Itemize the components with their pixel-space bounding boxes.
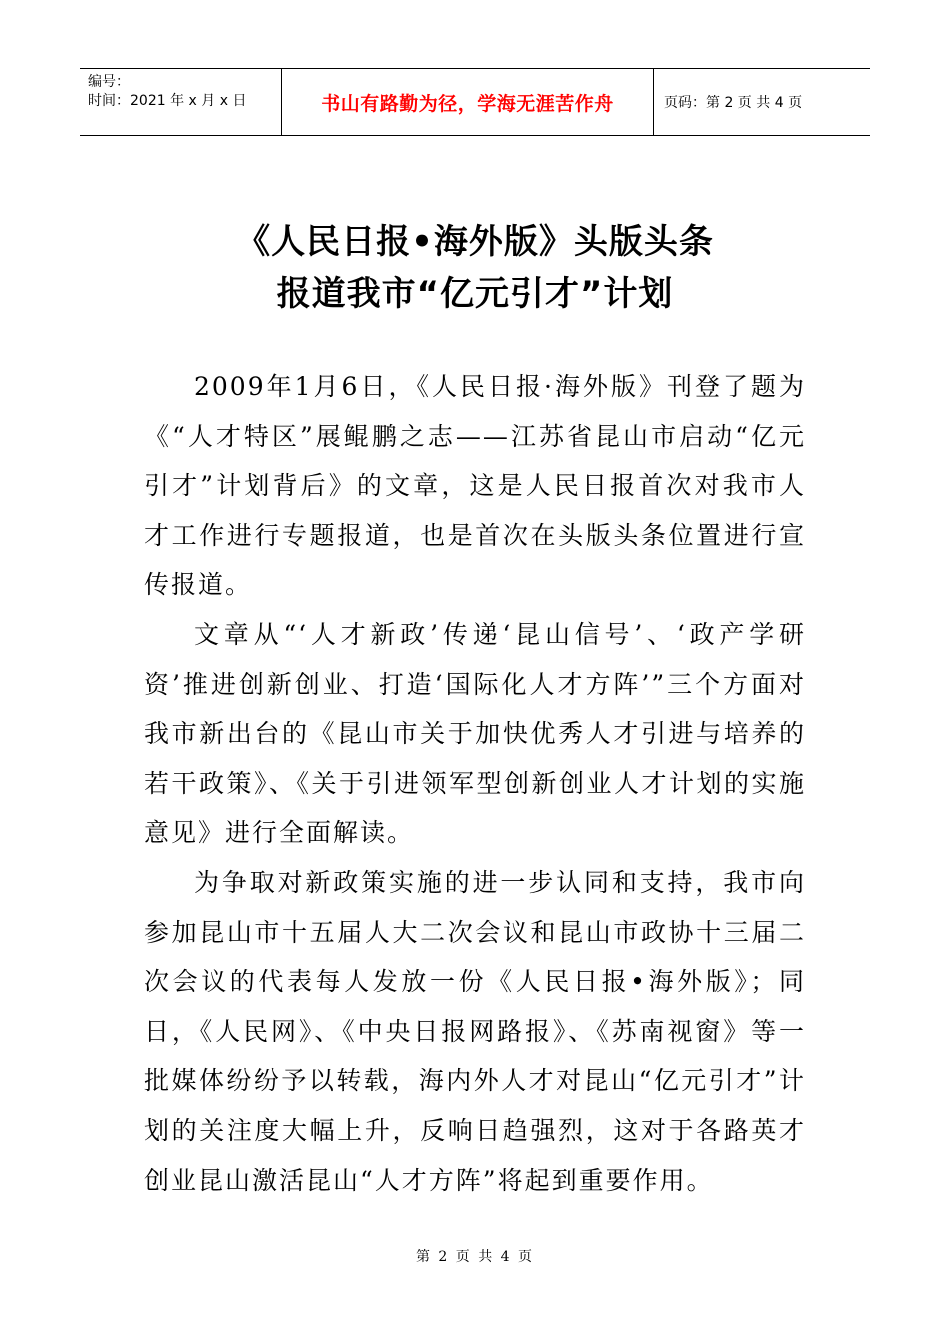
document-title-line-2: 报道我市“亿元引才”计划 [276, 274, 674, 314]
document-header [80, 68, 870, 136]
document-body [144, 362, 806, 1205]
header-motto: 书山有路勤为径，学海无涯苦作舟 [282, 69, 654, 135]
header-time-label: 时间：2021 年 x 月 x 日 [88, 93, 247, 109]
document-title-line-1: 《人民日报•海外版》头版头条 [236, 222, 714, 262]
header-page-info: 页码：第 2 页 共 4 页 [664, 95, 803, 111]
body-paragraph-2: 文章从“‘人才新政’传递‘昆山信号’、‘政产学研资’推进创新创业、打造‘国际化人才方阵’”三个方面对我市新出台的《昆山市关于加快优秀人才引进与培养的若干政策》、《关于引进领军型创新创业人才计划的实施意见》进行全面解读。 [144, 619, 806, 848]
header-number-label: 编号： [88, 74, 130, 90]
body-paragraph-1: 2009年1月6日，《人民日报·海外版》刊登了题为《“人才特区”展鲲鹏之志——江苏省昆山市启动“亿元引才”计划背后》的文章，这是人民日报首次对我市人才工作进行专题报道，也是首次在头版头条位置进行宣传报道。 [144, 372, 806, 600]
page-footer: 第 2 页 共 4 页 [415, 1249, 535, 1265]
body-paragraph-3: 为争取对新政策实施的进一步认同和支持，我市向参加昆山市十五届人大二次会议和昆山市政协十三届二次会议的代表每人发放一份《人民日报•海外版》；同日，《人民网》、《中央日报网路报》、《苏南视窗》等一批媒体纷纷予以转载，海内外人才对昆山“亿元引才”计划的关注度大幅上升，反响日趋强烈，这对于各路英才创业昆山激活昆山“人才方阵”将起到重要作用。 [144, 867, 806, 1195]
header-meta [80, 69, 282, 135]
